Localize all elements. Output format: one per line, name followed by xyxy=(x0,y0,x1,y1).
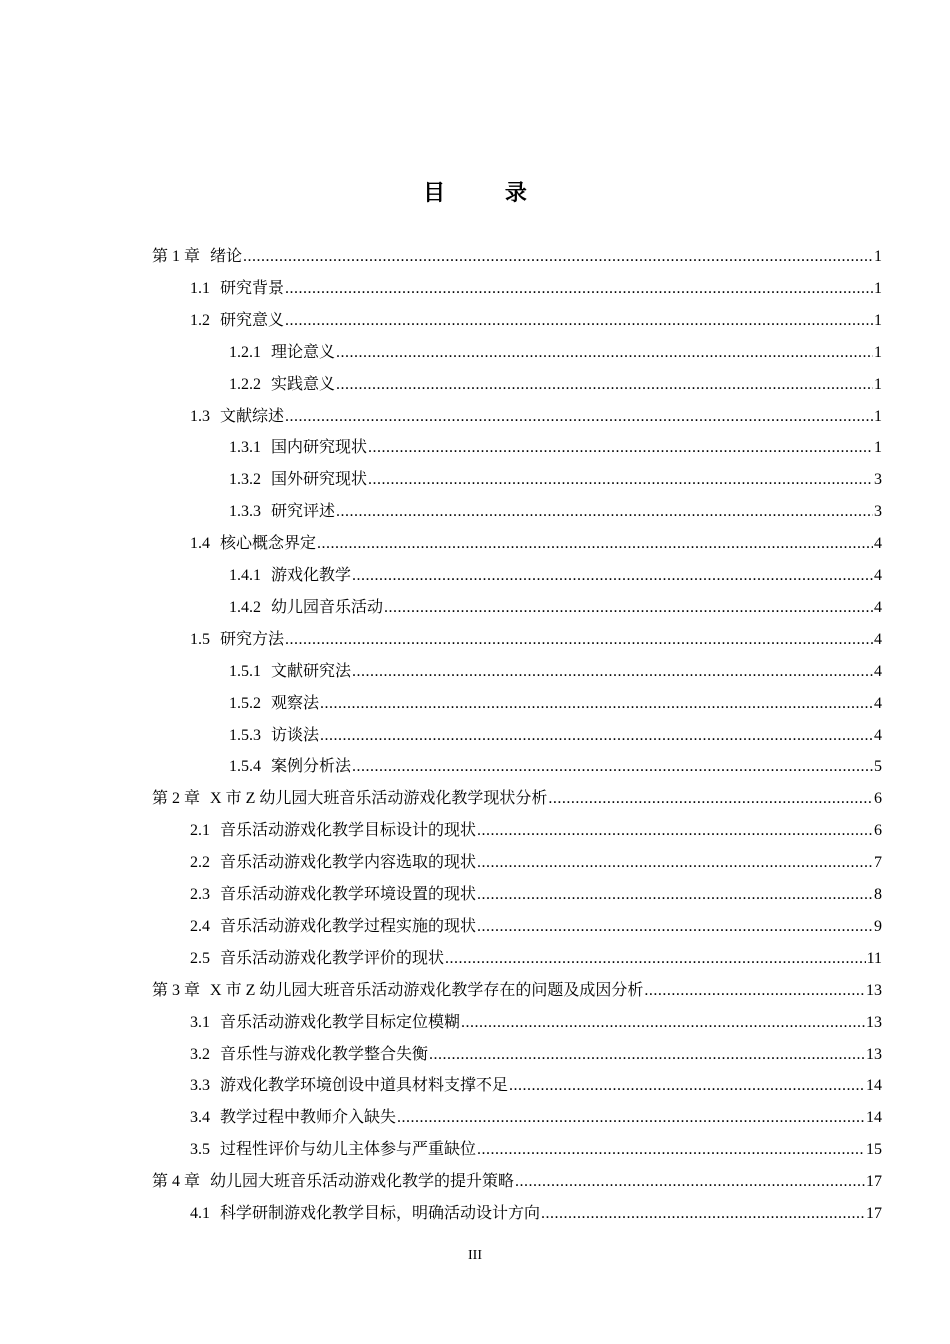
toc-entry-number: 1.5.1 xyxy=(229,663,261,680)
toc-entry-title: 研究方法 xyxy=(220,631,285,648)
toc-entry-number: 1.2.2 xyxy=(229,376,261,393)
toc-entry-title: 科学研制游戏化教学目标，明确活动设计方向 xyxy=(220,1205,541,1222)
toc-entry[interactable] xyxy=(190,626,882,654)
toc-entry-page: 13 xyxy=(866,982,882,999)
dot-leader xyxy=(384,594,873,622)
toc-entry-page: 4 xyxy=(874,695,882,712)
toc-title: 目 录 xyxy=(423,181,553,206)
toc-entry-title: 国内研究现状 xyxy=(271,439,368,456)
toc-entry-title: 幼儿园大班音乐活动游戏化教学的提升策略 xyxy=(210,1173,515,1190)
toc-entry[interactable] xyxy=(190,1200,882,1228)
dot-leader xyxy=(477,849,873,877)
dot-leader xyxy=(548,785,873,813)
toc-entry-page: 17 xyxy=(866,1205,882,1222)
toc-entry-number: 1.5.4 xyxy=(229,758,261,775)
dot-leader xyxy=(317,530,873,558)
toc-entry-number: 1.5 xyxy=(190,631,210,648)
toc-entry-title: 游戏化教学环境创设中道具材料支撑不足 xyxy=(220,1077,509,1094)
toc-entry-title: 游戏化教学 xyxy=(271,567,352,584)
toc-entry[interactable] xyxy=(190,881,882,909)
toc-entry-page: 1 xyxy=(874,408,882,425)
toc-entry-number: 1.3.2 xyxy=(229,471,261,488)
toc-entry-title: 研究意义 xyxy=(220,312,285,329)
toc-entry-title: 音乐活动游戏化教学内容选取的现状 xyxy=(220,854,477,871)
dot-leader xyxy=(477,913,873,941)
toc-entry[interactable] xyxy=(152,1168,882,1196)
toc-entry-title: 过程性评价与幼儿主体参与严重缺位 xyxy=(220,1141,477,1158)
toc-entry-number: 1.3.3 xyxy=(229,503,261,520)
toc-entry-title: 绪论 xyxy=(210,248,243,265)
toc-entry[interactable] xyxy=(229,434,882,462)
toc-entry[interactable] xyxy=(229,690,882,718)
toc-entry-number: 1.2.1 xyxy=(229,344,261,361)
toc-entry[interactable] xyxy=(190,1041,882,1069)
toc-entry[interactable] xyxy=(229,371,882,399)
toc-entry[interactable] xyxy=(229,594,882,622)
toc-entry[interactable] xyxy=(229,339,882,367)
toc-entry-number: 1.3.1 xyxy=(229,439,261,456)
toc-entry-title: 国外研究现状 xyxy=(271,471,368,488)
dot-leader xyxy=(285,626,873,654)
toc-entry[interactable] xyxy=(190,1009,882,1037)
dot-leader xyxy=(336,371,873,399)
toc-entry[interactable] xyxy=(190,913,882,941)
toc-entry-number: 2.5 xyxy=(190,950,210,967)
toc-entry-title: 案例分析法 xyxy=(271,758,352,775)
dot-leader xyxy=(461,1009,865,1037)
toc-entry-number: 1.5.2 xyxy=(229,695,261,712)
toc-entry-page: 8 xyxy=(874,886,882,903)
toc-entry-number: 2.4 xyxy=(190,918,210,935)
toc-entry-title: 音乐活动游戏化教学目标定位模糊 xyxy=(220,1014,461,1031)
toc-entry-title: 音乐性与游戏化教学整合失衡 xyxy=(220,1046,429,1063)
toc-entry[interactable] xyxy=(190,945,882,973)
toc-entry-number: 4.1 xyxy=(190,1205,210,1222)
dot-leader xyxy=(477,881,873,909)
toc-entry-page: 4 xyxy=(874,599,882,616)
toc-entry-title: 幼儿园音乐活动 xyxy=(271,599,384,616)
toc-entry[interactable] xyxy=(229,753,882,781)
toc-entry-title: 音乐活动游戏化教学目标设计的现状 xyxy=(220,822,477,839)
toc-entry-title: X 市 Z 幼儿园大班音乐活动游戏化教学存在的问题及成因分析 xyxy=(210,982,644,999)
toc-entry[interactable] xyxy=(229,562,882,590)
toc-entry-title: 音乐活动游戏化教学评价的现状 xyxy=(220,950,445,967)
toc-entry-page: 17 xyxy=(866,1173,882,1190)
toc-entry-number: 第 4 章 xyxy=(152,1173,201,1190)
toc-entry-page: 1 xyxy=(874,439,882,456)
toc-entry-page: 4 xyxy=(874,535,882,552)
toc-entry-title: 理论意义 xyxy=(271,344,336,361)
toc-entry-page: 3 xyxy=(874,471,882,488)
toc-entry-page: 4 xyxy=(874,663,882,680)
toc-entry-page: 14 xyxy=(866,1109,882,1126)
toc-entry-page: 4 xyxy=(874,567,882,584)
toc-entry[interactable] xyxy=(190,1104,882,1132)
toc-entry[interactable] xyxy=(190,1136,882,1164)
dot-leader xyxy=(320,690,873,718)
toc-entry[interactable] xyxy=(190,530,882,558)
toc-entry-title: 观察法 xyxy=(271,695,320,712)
toc-entry-number: 第 2 章 xyxy=(152,790,201,807)
toc-entry-page: 5 xyxy=(874,758,882,775)
toc-entry-page: 1 xyxy=(874,280,882,297)
toc-entry-title: 研究评述 xyxy=(271,503,336,520)
toc-entry-title: 核心概念界定 xyxy=(220,535,317,552)
dot-leader xyxy=(368,466,873,494)
toc-entry[interactable] xyxy=(229,498,882,526)
toc-entry[interactable] xyxy=(190,275,882,303)
toc-entry-title: 访谈法 xyxy=(271,727,320,744)
toc-entry-page: 11 xyxy=(866,950,882,967)
toc-entry[interactable] xyxy=(229,658,882,686)
toc-entry-page: 1 xyxy=(874,344,882,361)
toc-entry-title: 音乐活动游戏化教学环境设置的现状 xyxy=(220,886,477,903)
toc-entry[interactable] xyxy=(190,817,882,845)
toc-entry-title: 音乐活动游戏化教学过程实施的现状 xyxy=(220,918,477,935)
toc-entry-page: 7 xyxy=(874,854,882,871)
dot-leader xyxy=(352,562,873,590)
dot-leader xyxy=(477,1136,865,1164)
dot-leader xyxy=(285,307,873,335)
toc-entry[interactable] xyxy=(229,722,882,750)
dot-leader xyxy=(397,1104,865,1132)
toc-entry-page: 6 xyxy=(874,822,882,839)
toc-entry-number: 2.1 xyxy=(190,822,210,839)
toc-entry-page: 9 xyxy=(874,918,882,935)
dot-leader xyxy=(368,434,873,462)
toc-entry-number: 3.5 xyxy=(190,1141,210,1158)
dot-leader xyxy=(352,753,873,781)
dot-leader xyxy=(445,945,866,973)
toc-entry-page: 4 xyxy=(874,727,882,744)
dot-leader xyxy=(352,658,873,686)
dot-leader xyxy=(320,722,873,750)
toc-entry[interactable] xyxy=(190,403,882,431)
toc-entry-number: 3.3 xyxy=(190,1077,210,1094)
toc-entry-page: 1 xyxy=(874,248,882,265)
toc-entry-page: 1 xyxy=(874,312,882,329)
toc-entry-page: 6 xyxy=(874,790,882,807)
dot-leader xyxy=(509,1072,865,1100)
toc-entry-number: 1.3 xyxy=(190,408,210,425)
dot-leader xyxy=(336,339,873,367)
toc-entry[interactable] xyxy=(152,243,882,271)
toc-entry-page: 1 xyxy=(874,376,882,393)
toc-entry-number: 1.5.3 xyxy=(229,727,261,744)
toc-entry-title: 文献综述 xyxy=(220,408,285,425)
page-number: III xyxy=(468,1248,482,1263)
toc-entry-page: 14 xyxy=(866,1077,882,1094)
toc-entry-number: 2.3 xyxy=(190,886,210,903)
dot-leader xyxy=(477,817,873,845)
toc-entry-number: 1.1 xyxy=(190,280,210,297)
dot-leader xyxy=(285,403,873,431)
toc-entry-number: 3.4 xyxy=(190,1109,210,1126)
toc-entry-number: 1.4.1 xyxy=(229,567,261,584)
toc-entry-number: 第 1 章 xyxy=(152,248,201,265)
dot-leader xyxy=(243,243,873,271)
dot-leader xyxy=(515,1168,865,1196)
toc-entry[interactable] xyxy=(152,977,882,1005)
toc-entry-title: X 市 Z 幼儿园大班音乐活动游戏化教学现状分析 xyxy=(210,790,548,807)
toc-entry[interactable] xyxy=(190,1072,882,1100)
toc-entry[interactable] xyxy=(152,785,882,813)
toc-entry-page: 13 xyxy=(866,1014,882,1031)
toc-entry-number: 1.4 xyxy=(190,535,210,552)
dot-leader xyxy=(336,498,873,526)
toc-entry-page: 15 xyxy=(866,1141,882,1158)
toc-entry[interactable] xyxy=(190,307,882,335)
toc-entry-number: 1.4.2 xyxy=(229,599,261,616)
toc-entry-page: 4 xyxy=(874,631,882,648)
dot-leader xyxy=(285,275,873,303)
dot-leader xyxy=(541,1200,865,1228)
toc-entry-page: 3 xyxy=(874,503,882,520)
dot-leader xyxy=(429,1041,865,1069)
toc-entry-number: 1.2 xyxy=(190,312,210,329)
toc-entry-number: 第 3 章 xyxy=(152,982,201,999)
toc-entry-number: 3.1 xyxy=(190,1014,210,1031)
toc-entry[interactable] xyxy=(190,849,882,877)
toc-entry-number: 2.2 xyxy=(190,854,210,871)
toc-entry[interactable] xyxy=(229,466,882,494)
toc-entry-page: 13 xyxy=(866,1046,882,1063)
toc-entry-title: 实践意义 xyxy=(271,376,336,393)
dot-leader xyxy=(644,977,865,1005)
toc-entry-number: 3.2 xyxy=(190,1046,210,1063)
toc-entry-title: 教学过程中教师介入缺失 xyxy=(220,1109,397,1126)
toc-entry-title: 文献研究法 xyxy=(271,663,352,680)
toc-entry-title: 研究背景 xyxy=(220,280,285,297)
